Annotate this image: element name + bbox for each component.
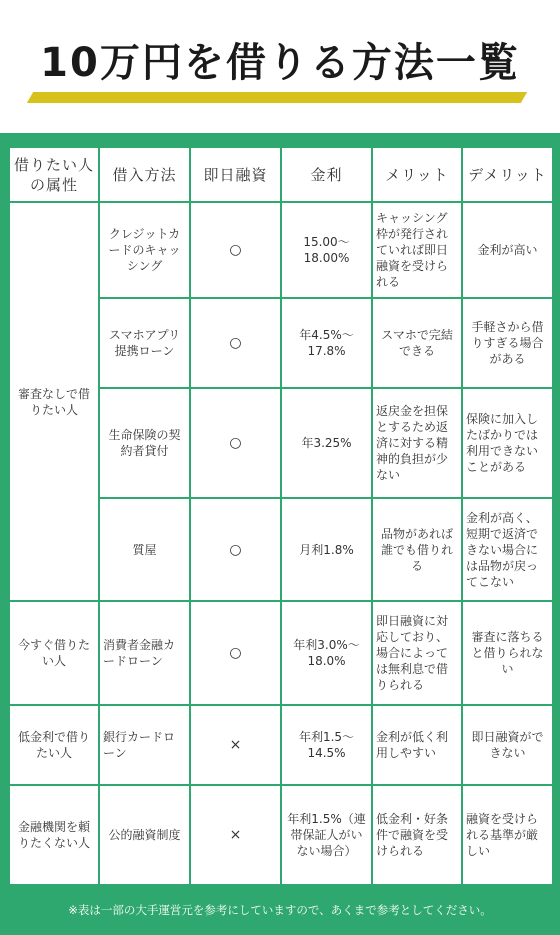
page-title: 10万円を借りる方法一覧 <box>40 40 520 86</box>
demerit-cell: 金利が高く、短期で返済できない場合には品物が戻ってこない <box>462 498 553 601</box>
header-demerit: デメリット <box>462 147 553 202</box>
method-cell: クレジットカードのキャッシング <box>99 202 190 298</box>
title-underline <box>27 92 527 103</box>
attribute-cell: 低金利で借りたい人 <box>9 705 99 785</box>
method-cell: 生命保険の契約者貸付 <box>99 388 190 498</box>
table-row <box>9 705 553 785</box>
rate-cell: 年利3.0%〜18.0% <box>281 601 372 705</box>
rate-cell: 月利1.8% <box>281 498 372 601</box>
merit-cell: スマホで完結できる <box>372 298 462 388</box>
rate-cell: 年利1.5%（連帯保証人がいない場合） <box>281 785 372 885</box>
comparison-table <box>8 146 554 886</box>
same-day-cell: ○ <box>190 298 281 388</box>
same-day-cell: ○ <box>190 388 281 498</box>
same-day-cell: ○ <box>190 601 281 705</box>
demerit-cell: 審査に落ちると借りられない <box>462 601 553 705</box>
method-cell: 質屋 <box>99 498 190 601</box>
demerit-cell: 保険に加入したばかりでは利用できないことがある <box>462 388 553 498</box>
merit-cell: 返戻金を担保とするため返済に対する精神的負担が少ない <box>372 388 462 498</box>
header-same-day: 即日融資 <box>190 147 281 202</box>
demerit-cell: 手軽さから借りすぎる場合がある <box>462 298 553 388</box>
header-row <box>9 147 553 202</box>
demerit-cell: 融資を受けられる基準が厳しい <box>462 785 553 885</box>
merit-cell: 即日融資に対応しており、場合によっては無利息で借りられる <box>372 601 462 705</box>
demerit-cell: 即日融資ができない <box>462 705 553 785</box>
same-day-cell: × <box>190 705 281 785</box>
attribute-cell: 金融機関を頼りたくない人 <box>9 785 99 885</box>
rate-cell: 年3.25% <box>281 388 372 498</box>
rate-cell: 年利1.5〜14.5% <box>281 705 372 785</box>
footnote: ※表は一部の大手運営元を参考にしていますので、あくまで参考としてください。 <box>68 903 492 917</box>
table-row <box>9 202 553 298</box>
demerit-cell: 金利が高い <box>462 202 553 298</box>
same-day-cell: ○ <box>190 498 281 601</box>
header-rate: 金利 <box>281 147 372 202</box>
method-cell: スマホアプリ提携ローン <box>99 298 190 388</box>
table-row <box>9 785 553 885</box>
attribute-cell: 審査なしで借りたい人 <box>9 202 99 601</box>
method-cell: 消費者金融カードローン <box>99 601 190 705</box>
same-day-cell: × <box>190 785 281 885</box>
method-cell: 銀行カードローン <box>99 705 190 785</box>
rate-cell: 年4.5%〜17.8% <box>281 298 372 388</box>
merit-cell: 低金利・好条件で融資を受けられる <box>372 785 462 885</box>
same-day-cell: ○ <box>190 202 281 298</box>
header-method: 借入方法 <box>99 147 190 202</box>
header-attribute: 借りたい人の属性 <box>9 147 99 202</box>
merit-cell: キャッシング枠が発行されていれば即日融資を受けられる <box>372 202 462 298</box>
rate-cell: 15.00〜18.00% <box>281 202 372 298</box>
method-cell: 公的融資制度 <box>99 785 190 885</box>
table-row <box>9 601 553 705</box>
attribute-cell: 今すぐ借りたい人 <box>9 601 99 705</box>
merit-cell: 金利が低く利用しやすい <box>372 705 462 785</box>
merit-cell: 品物があれば誰でも借りれる <box>372 498 462 601</box>
header-merit: メリット <box>372 147 462 202</box>
